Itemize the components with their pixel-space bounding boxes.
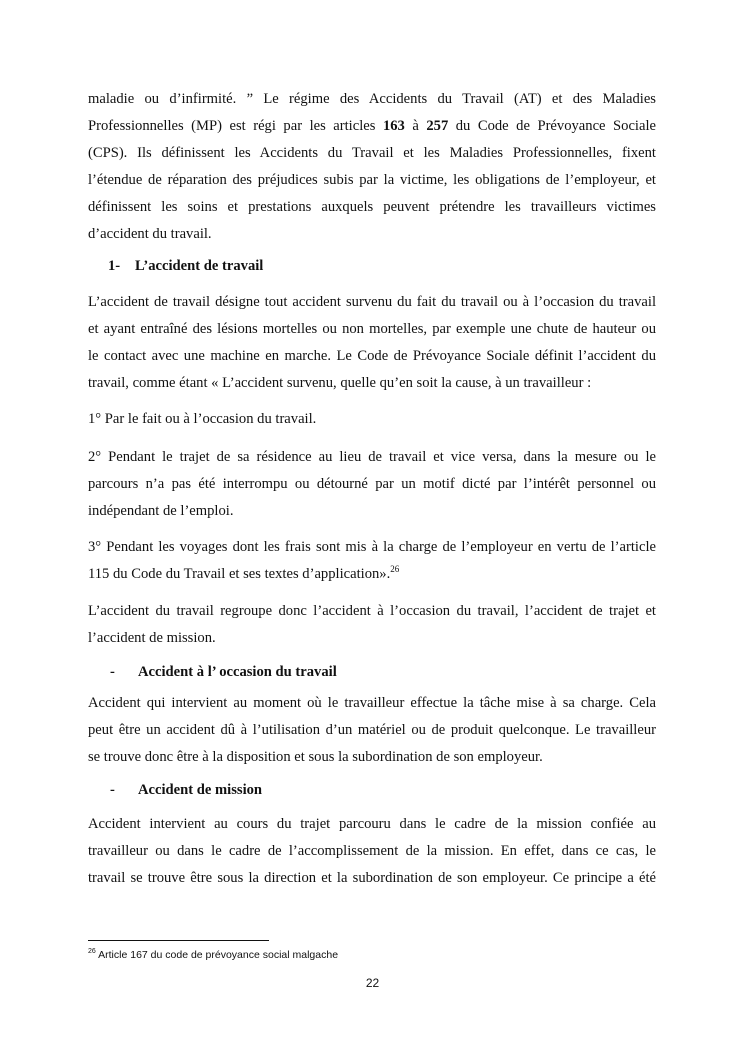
heading-title: Accident à l’ occasion du travail — [138, 664, 337, 680]
footnote-marker: 26 — [88, 948, 96, 955]
heading-title: Accident de mission — [138, 782, 263, 798]
text-line: travail se trouve être sous la direction et la subordination de son employeur. Ce principe a été — [88, 870, 656, 886]
article-number-bold: 163 — [382, 118, 405, 134]
paragraph-mission — [88, 811, 656, 892]
bullet-dash: - — [110, 664, 115, 680]
text-line: d’accident du travail. — [88, 226, 212, 242]
text-line: 1° Par le fait ou à l’occasion du travail. — [88, 411, 317, 427]
paragraph-definition — [88, 289, 656, 397]
heading-number: 1- — [108, 258, 121, 274]
text-line: et ayant entraîné des lésions mortelles ou non mortelles, par exemple une chute de hauteur ou — [88, 321, 656, 337]
footnote-text: Article 167 du code de prévoyance social malgache — [98, 949, 339, 961]
subheading-accident-mission — [110, 780, 262, 800]
text-line: définissent les soins et prestations auxquels peuvent prétendre les travailleurs victimes — [88, 199, 656, 215]
page-number: 22 — [365, 976, 380, 990]
paragraph-regroupe — [88, 598, 656, 652]
text-line: le contact avec une machine en marche. Le Code de Prévoyance Sociale définit l’accident du — [88, 348, 656, 364]
text-line: maladie ou d’infirmité. ” Le régime des Accidents du Travail (AT) et des Maladies — [88, 91, 656, 107]
list-item-2 — [88, 444, 656, 525]
heading-title: L’accident de travail — [135, 258, 264, 274]
list-item-1 — [88, 406, 656, 433]
text-line: peut être un accident dû à l’utilisation d’un matériel ou de produit quelconque. Le travailleur — [88, 722, 656, 738]
footnote-separator — [88, 940, 269, 941]
text-line: travailleur ou dans le cadre de l’accomplissement de la mission. En effet, dans ce cas, le — [88, 843, 656, 859]
text-line: 115 du Code du Travail et ses textes d’application».$^{26}$ — [88, 564, 400, 582]
text-line: Accident qui intervient au moment où le travailleur effectue la tâche mise à sa charge. Cela — [88, 695, 656, 711]
list-item-3 — [88, 534, 656, 588]
text-line: indépendant de l’emploi. — [88, 503, 234, 519]
text-line: l’étendue de réparation des préjudices subis par la victime, les obligations de l’employeur, et — [88, 172, 656, 188]
text-line: parcours n’a pas été interrompu ou détourné par un motif dicté par l’intérêt personnel ou — [88, 476, 656, 492]
footnote-reference: 26 — [390, 564, 400, 574]
text-line: L’accident du travail regroupe donc l’accident à l’occasion du travail, l’accident de trajet et — [88, 603, 656, 619]
subheading-accident-occasion — [110, 662, 337, 682]
article-number-bold: 257 — [426, 118, 449, 134]
bullet-dash: - — [110, 782, 115, 798]
footnote — [88, 948, 338, 962]
text-line: 3° Pendant les voyages dont les frais sont mis à la charge de l’employeur en vertu de l’article — [88, 539, 656, 555]
text-line: l’accident de mission. — [88, 630, 216, 646]
text-line: Accident intervient au cours du trajet parcouru dans le cadre de la mission confiée au — [88, 816, 656, 832]
text-line: L’accident de travail désigne tout accident survenu du fait du travail ou à l’occasion du travail — [88, 294, 656, 310]
text-line: travail, comme étant « L’accident survenu, quelle qu’en soit la cause, à un travailleur : — [88, 375, 592, 391]
paragraph-intro — [88, 86, 656, 248]
paragraph-occasion — [88, 690, 656, 771]
text-line: se trouve donc être à la disposition et sous la subordination de son employeur. — [88, 749, 543, 765]
text-line: (CPS). Ils définissent les Accidents du Travail et les Maladies Professionnelles, fixent — [88, 145, 656, 161]
section-heading-accident-travail — [108, 256, 263, 276]
text-line: 2° Pendant le trajet de sa résidence au lieu de travail et vice versa, dans la mesure ou le — [88, 449, 656, 465]
text-line: Professionnelles (MP) est régi par les articles 163 à 257 du Code de Prévoyance Sociale — [88, 118, 656, 134]
